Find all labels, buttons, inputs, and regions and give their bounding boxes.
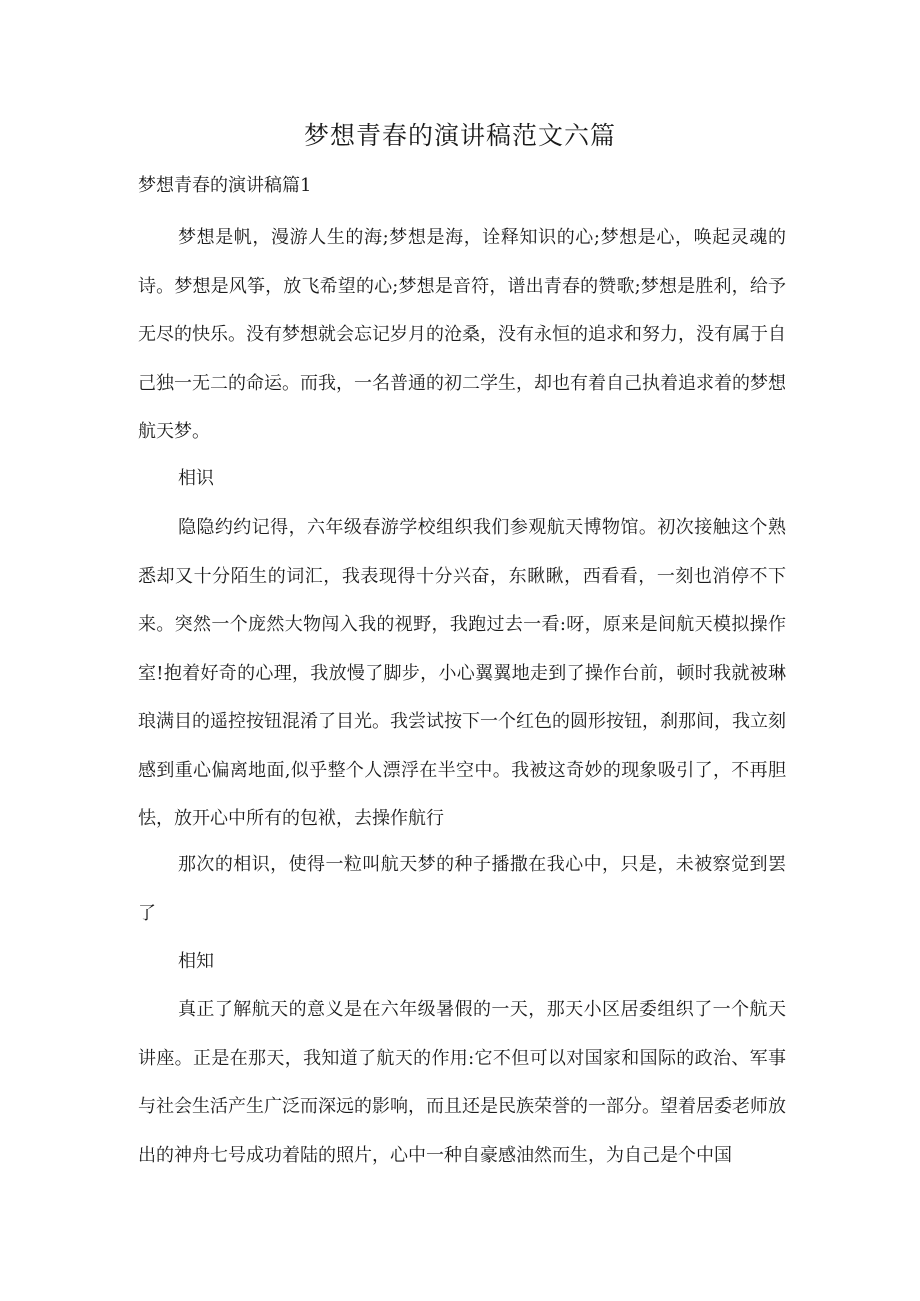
subheading-xiangshi: 相识 [178,468,214,489]
subheading-xiangzhi: 相知 [178,951,214,972]
paragraph-museum: 隐隐约约记得，六年级春游学校组织我们参观航天博物馆。初次接触这个熟悉却又十分陌生的词汇，我表现得十分兴奋，东瞅瞅，西看看，一刻也消停不下来。突然一个庞然大物闯入我的视野，我跑过去一看:呀，原来是间航天模拟操作室!抱着好奇的心理，我放慢了脚步，小心翼翼地走到了操作台前，顿时我就被琳琅满目的遥控按钮混淆了目光。我尝试按下一个红色的圆形按钮，刹那间，我立刻感到重心偏离地面,似乎整个人漂浮在半空中。我被这奇妙的现象吸引了，不再胆怯，放开心中所有的包袱，去操作航行 [138,517,786,829]
document-title: 梦想青春的演讲稿范文六篇 [303,121,616,150]
paragraph-seed: 那次的相识，使得一粒叫航天梦的种子播撒在我心中，只是，未被察觉到罢了 [138,854,786,924]
section-heading: 梦想青春的演讲稿篇1 [138,175,312,196]
paragraph-lecture: 真正了解航天的意义是在六年级暑假的一天，那天小区居委组织了一个航天讲座。正是在那天，我知道了航天的作用:它不但可以对国家和国际的政治、军事与社会生活产生广泛而深远的影响，而且还是民族荣誉的一部分。望着居委老师放出的神舟七号成功着陆的照片，心中一种自豪感油然而生，为自己是个中国 [138,999,786,1166]
paragraph-intro: 梦想是帆，漫游人生的海;梦想是海，诠释知识的心;梦想是心，唤起灵魂的诗。梦想是风筝，放飞希望的心;梦想是音符，谱出青春的赞歌;梦想是胜利，给予无尽的快乐。没有梦想就会忘记岁月的沧桑，没有永恒的追求和努力，没有属于自己独一无二的命运。而我，一名普通的初二学生，却也有着自己执着追求着的梦想航天梦。 [138,227,786,442]
